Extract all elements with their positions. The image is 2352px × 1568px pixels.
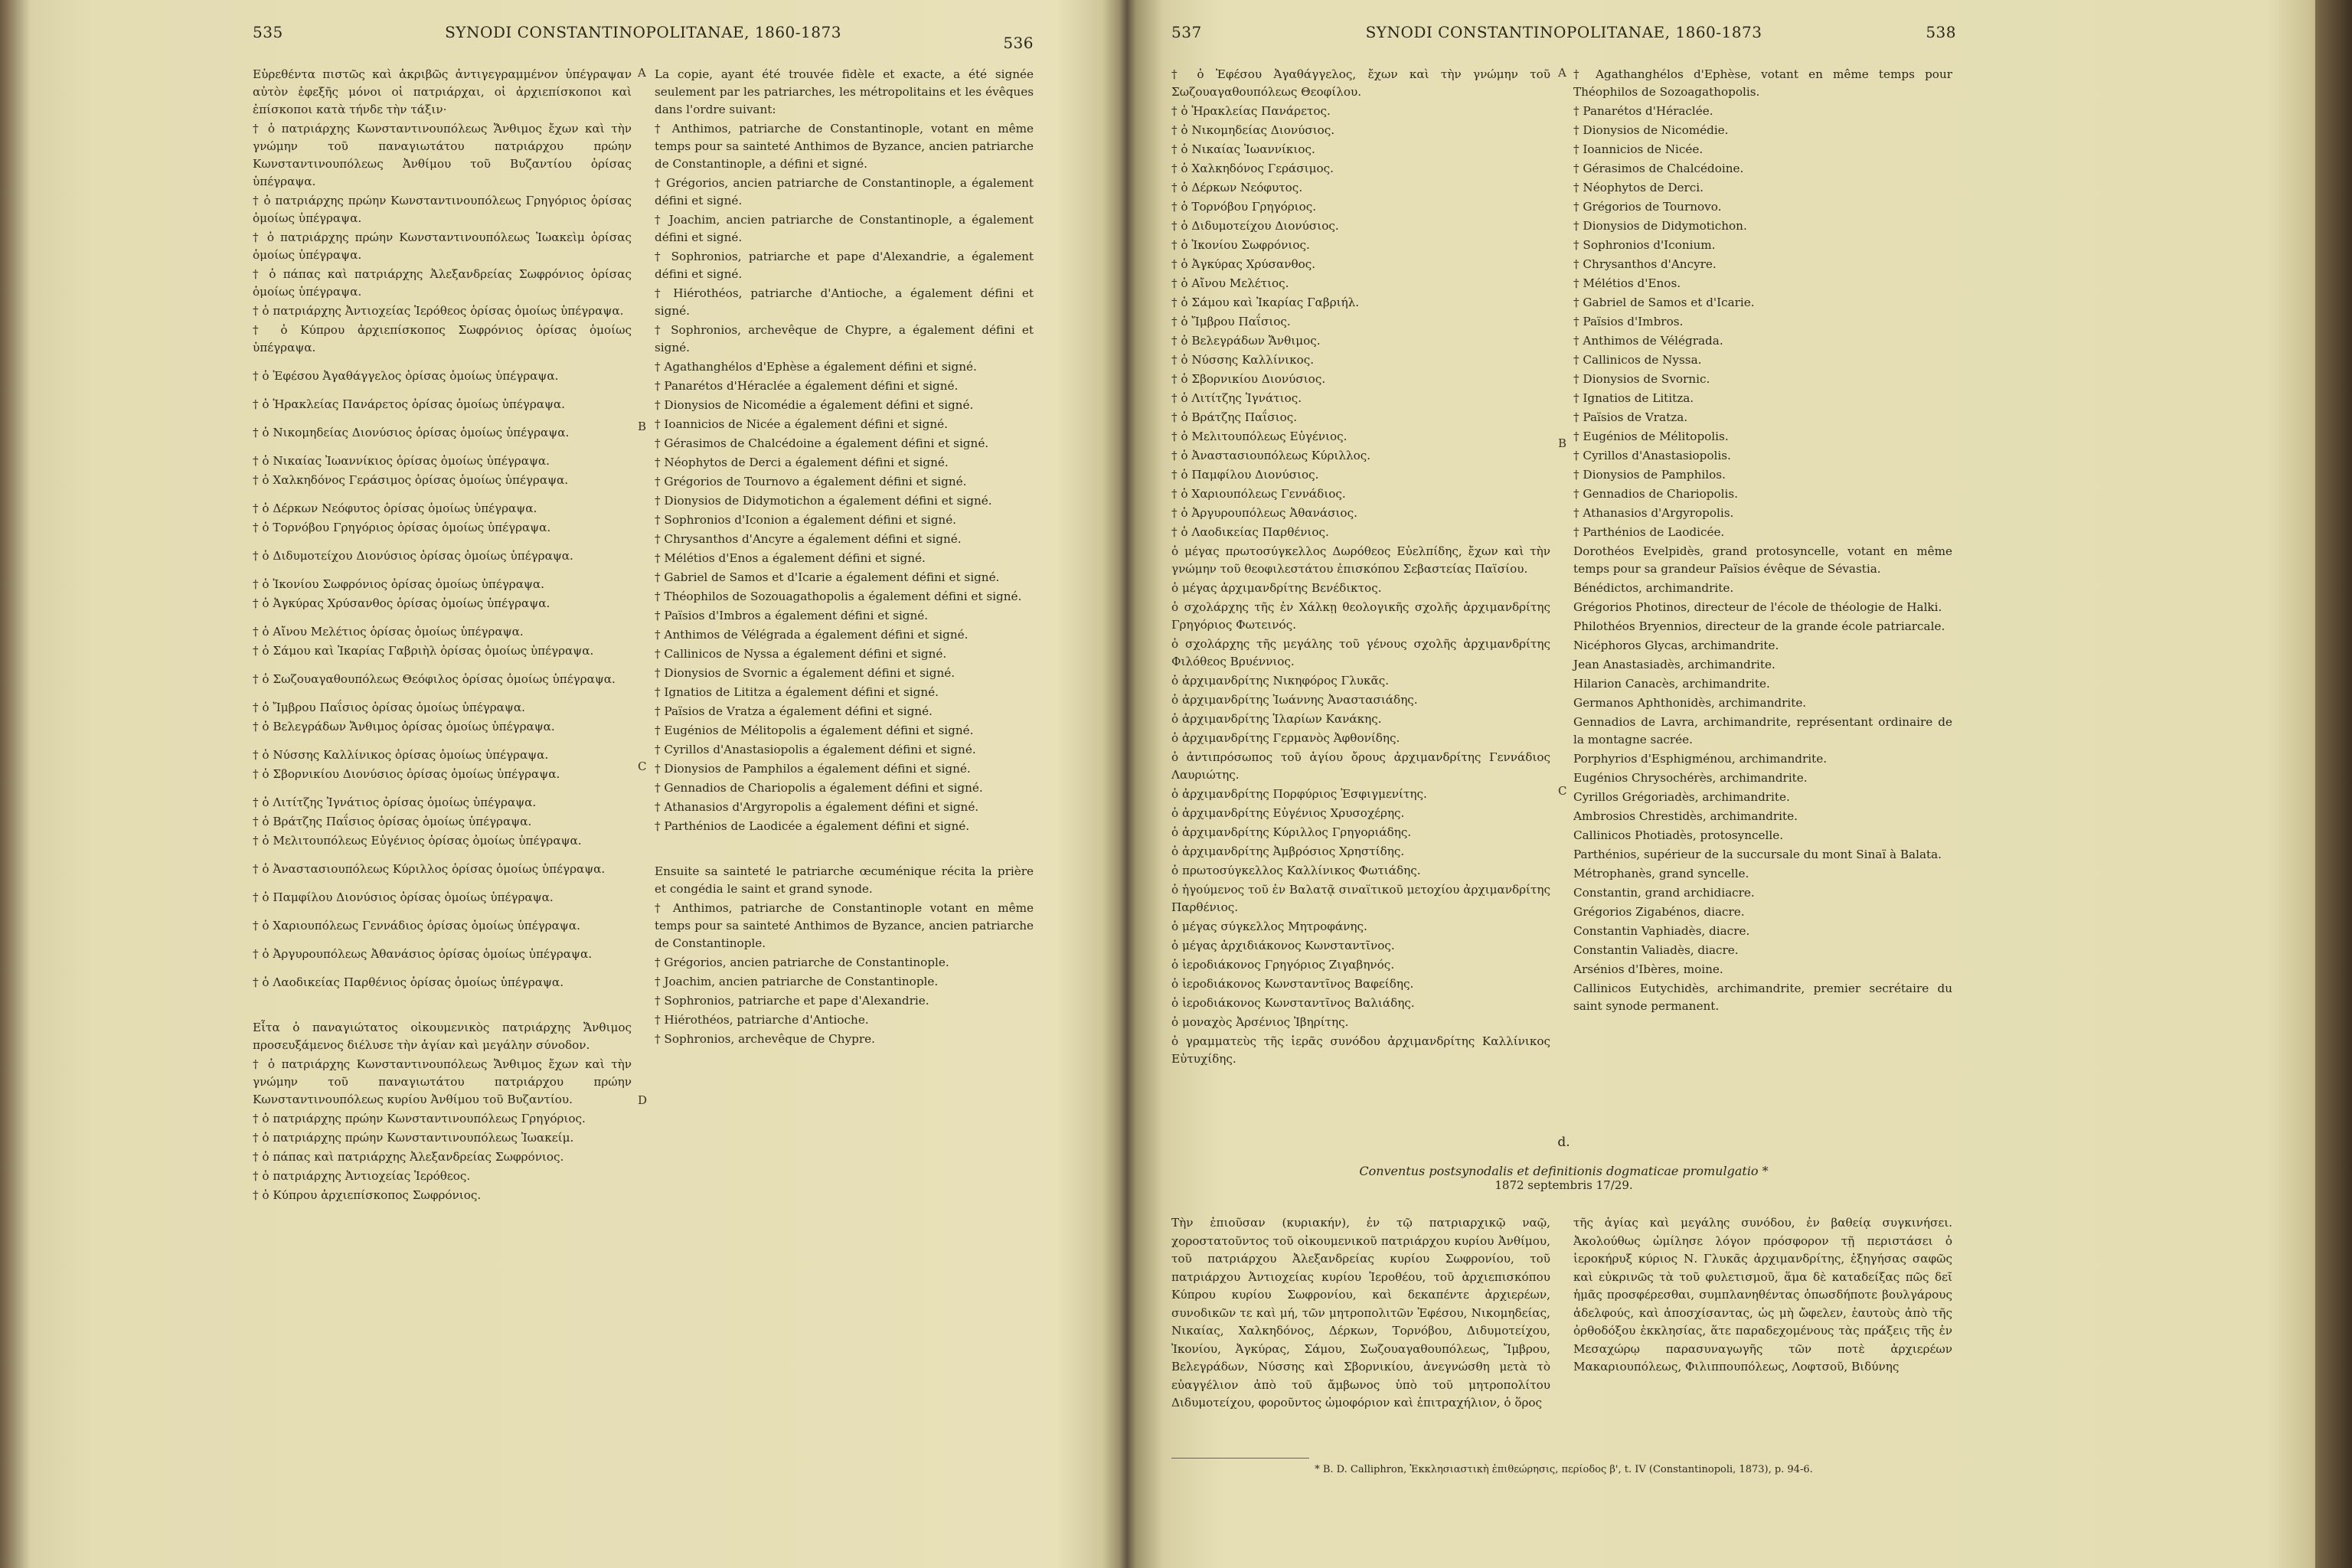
section-title: Conventus postsynodalis et definitionis dogmaticae promulgatio *: [1359, 1164, 1769, 1178]
paragraph: † Néophytos de Derci a également défini et signé.: [655, 456, 949, 469]
paragraph: † Anthimos de Vélégrada a également défini et signé.: [655, 628, 969, 642]
paragraph: † Sophronios d'Iconion a également défini et signé.: [655, 513, 957, 527]
paragraph: † ὁ Τορνόβου Γρηγόριος ὁρίσας ὁμοίως ὑπέγραψα.: [253, 521, 551, 534]
greek-column: [1171, 66, 1550, 1070]
paragraph: † ὁ Ἐφέσου Ἀγαθάγγελος ὁρίσας ὁμοίως ὑπέγραψα.: [253, 369, 559, 383]
paragraph: † Néophytos de Derci.: [1573, 181, 1704, 194]
paragraph: † ὁ Βράτζης Παΐσιος ὁρίσας ὁμοίως ὑπέγραψα.: [253, 815, 532, 828]
paragraph: † Hiérothéos, patriarche d'Antioche, a également défini et signé.: [655, 286, 1034, 318]
paragraph: τῆς ἁγίας καὶ μεγάλης συνόδου, ἐν βαθείᾳ συγκινήσει. Ἀκολούθως ὡμίλησε λόγον πρόσφορον τῇ περιστάσει ὁ ἱεροκήρυξ κύριος Ν. Γλυκᾶς ἀρχιμανδρίτης, ἐξηγήσας σαφῶς καὶ εὐκρινῶς τὰ τοῦ φυλετισμοῦ, ἅμα δὲ καταδείξας πῶς δεῖ ἡμᾶς προσφέρεσθαι, συμπλανηθέντας ὁπωσδήποτε βουλγάρους ἀδελφούς, καὶ ἀποσχίσαντας, ὡς μὴ ὤφελεν, ἑαυτοὺς ἀπὸ τῆς ὀρθοδόξου ἐκκλησίας, ἅτε παραδεχομένους τὰς πράξεις τῆς ἐν Μεσαχώρῳ παρασυναγωγῆς τῶν ποτὲ ἀρχιερέων Μακαριουπόλεως, Φιλιππουπόλεως, Λοφτσοῦ, Βιδύνης: [1573, 1216, 1952, 1374]
paragraph: † ὁ Ἀναστασιουπόλεως Κύριλλος ὁρίσας ὁμοίως ὑπέγραψα.: [253, 862, 606, 876]
paragraph: Philothéos Bryennios, directeur de la grande école patriarcale.: [1573, 619, 1945, 633]
left-page-header: [253, 23, 1034, 57]
paragraph: Parthénios, supérieur de la succursale du mont Sinaï à Balata.: [1573, 848, 1942, 861]
margin-marker: C: [638, 760, 647, 773]
right-columns: [1171, 66, 1956, 1536]
paragraph: † Païsios d'Imbros.: [1573, 315, 1684, 328]
paragraph: † Panarétos d'Héraclée.: [1573, 104, 1713, 118]
paragraph: † Sophronios, patriarche et pape d'Alexandrie, a également défini et signé.: [655, 250, 1034, 281]
book-edge: [2315, 0, 2352, 1568]
paragraph: † ὁ Σωζουαγαθουπόλεως Θεόφιλος ὁρίσας ὁμοίως ὑπέγραψα.: [253, 672, 616, 686]
paragraph: Cyrillos Grégoriadès, archimandrite.: [1573, 790, 1790, 804]
right-page: [1171, 23, 1956, 1475]
paragraph: † Dionysios de Svornic a également défini et signé.: [655, 666, 956, 680]
paragraph: ὁ ἀρχιμανδρίτης Ἱλαρίων Κανάκης.: [1171, 712, 1382, 726]
paragraph: † ὁ Διδυμοτείχου Διονύσιος.: [1171, 219, 1339, 233]
paragraph: † Gérasimos de Chalcédoine.: [1573, 162, 1744, 175]
margin-marker: B: [1558, 436, 1567, 450]
margin-marker: B: [638, 420, 647, 433]
paragraph: ὁ σχολάρχης τῆς μεγάλης τοῦ γένους σχολῆς ἀρχιμανδρίτης Φιλόθεος Βρυέννιος.: [1171, 637, 1550, 668]
paragraph: † ὁ πατριάρχης πρώην Κωνσταντινουπόλεως Ἰωακείμ.: [253, 1131, 574, 1145]
paragraph: † Chrysanthos d'Ancyre a également défini et signé.: [655, 532, 962, 546]
paragraph: † Grégorios de Tournovo a également défini et signé.: [655, 475, 967, 488]
paragraph: † ὁ Ἀργυρουπόλεως Ἀθανάσιος ὁρίσας ὁμοίως ὑπέγραψα.: [253, 947, 593, 961]
paragraph: † Anthimos, patriarche de Constantinople, votant en même temps pour sa sainteté Anthimos de Byzance, ancien patriarche de Constantinople, a défini et signé.: [655, 122, 1034, 171]
paragraph: † Dionysios de Didymotichon a également défini et signé.: [655, 494, 992, 508]
paragraph: ὁ μέγας πρωτοσύγκελλος Δωρόθεος Εὐελπίδης, ἔχων καὶ τὴν γνώμην τοῦ θεοφιλεστάτου ἐπισκόπου Σεβαστείας Παϊσίου.: [1171, 544, 1550, 576]
paragraph: † Callinicos de Nyssa.: [1573, 353, 1702, 367]
paragraph: † Agathanghélos d'Ephèse a également défini et signé.: [655, 360, 977, 374]
paragraph: † Agathanghélos d'Ephèse, votant en même temps pour Théophilos de Sozoagathopolis.: [1573, 67, 1952, 99]
paragraph: † ὁ Τορνόβου Γρηγόριος.: [1171, 200, 1317, 214]
paragraph: † ὁ Λιτίτζης Ἰγνάτιος.: [1171, 391, 1302, 405]
paragraph: † Gérasimos de Chalcédoine a également défini et signé.: [655, 436, 989, 450]
paragraph: † Panarétos d'Héraclée a également défini et signé.: [655, 379, 959, 393]
paragraph: † ὁ Αἴνου Μελέτιος.: [1171, 276, 1289, 290]
greek-column: [253, 66, 632, 1206]
paragraph: † ὁ Ἐφέσου Ἀγαθάγγελος, ἔχων καὶ τὴν γνώμην τοῦ Σωζουαγαθουπόλεως Θεοφίλου.: [1171, 67, 1550, 99]
paragraph: † ὁ Ἴμβρου Παΐσιος ὁρίσας ὁμοίως ὑπέγραψα.: [253, 701, 525, 714]
paragraph: † Hiérothéos, patriarche d'Antioche.: [655, 1013, 869, 1027]
page-number: 538: [1926, 23, 1956, 41]
paragraph: † ὁ Μελιτουπόλεως Εὐγένιος.: [1171, 430, 1348, 443]
paragraph: † Grégorios de Tournovo.: [1573, 200, 1722, 214]
paragraph: Constantin, grand archidiacre.: [1573, 886, 1755, 900]
paragraph: † Grégorios, ancien patriarche de Constantinople.: [655, 956, 949, 969]
left-columns: [253, 66, 1034, 1536]
paragraph: † ὁ Ἰκονίου Σωφρόνιος.: [1171, 238, 1310, 252]
paragraph: † Cyrillos d'Anastasiopolis a également défini et signé.: [655, 743, 976, 756]
paragraph: ὁ ἀρχιμανδρίτης Ἀμβρόσιος Χρηστίδης.: [1171, 844, 1405, 858]
paragraph: ὁ ἱεροδιάκονος Κωνσταντῖνος Βαφείδης.: [1171, 977, 1414, 991]
paragraph: † Eugénios de Mélitopolis a également défini et signé.: [655, 724, 974, 737]
margin-marker: C: [1558, 784, 1567, 798]
paragraph: † ὁ Λαοδικείας Παρθένιος.: [1171, 525, 1329, 539]
paragraph: † Ignatios de Lititza a également défini et signé.: [655, 685, 939, 699]
paragraph: † ὁ Κύπρου ἀρχιεπίσκοπος Σωφρόνιος.: [253, 1188, 482, 1202]
paragraph: La copie, ayant été trouvée fidèle et exacte, a été signée seulement par les patriarches, les métropolitains et les évêques dans l'ordre suivant:: [655, 67, 1034, 116]
right-page-header: [1171, 23, 1956, 57]
paragraph: ὁ ἀρχιμανδρίτης Γερμανὸς Ἀφθονίδης.: [1171, 731, 1400, 745]
paragraph: ὁ ἱεροδιάκονος Γρηγόριος Ζιγαβηνός.: [1171, 958, 1395, 972]
paragraph: Ensuite sa sainteté le patriarche œcuménique récita la prière et congédia le saint et grand synode.: [655, 864, 1034, 896]
paragraph: ὁ μέγας ἀρχιμανδρίτης Βενέδικτος.: [1171, 581, 1382, 595]
paragraph: Eugénios Chrysochérès, archimandrite.: [1573, 771, 1808, 785]
paragraph: † ὁ Χαριουπόλεως Γεννάδιος ὁρίσας ὁμοίως ὑπέγραψα.: [253, 919, 580, 933]
paragraph: † Sophronios, archevêque de Chypre, a également défini et signé.: [655, 323, 1034, 354]
paragraph: † ὁ Νικομηδείας Διονύσιος ὁρίσας ὁμοίως ὑπέγραψα.: [253, 426, 570, 439]
section-heading: [1171, 1135, 1956, 1192]
paragraph: † Anthimos, patriarche de Constantinople votant en même temps pour sa sainteté Anthimos de Byzance, ancien patriarche de Constantinople.: [655, 901, 1034, 950]
paragraph: Grégorios Zigabénos, diacre.: [1573, 905, 1745, 919]
paragraph: † Gabriel de Samos et d'Icarie.: [1573, 296, 1755, 309]
paragraph: † Dionysios de Didymotichon.: [1573, 219, 1747, 233]
page-number: 536: [1003, 34, 1034, 52]
section-date: 1872 septembris 17/29.: [1494, 1178, 1633, 1192]
paragraph: Εὑρεθέντα πιστῶς καὶ ἀκριβῶς ἀντιγεγραμμένον ὑπέγραψαν αὐτὸν ἐφεξῆς μόνοι οἱ πατριάρχαι, οἱ ἀρχιεπίσκοποι καὶ ἐπίσκοποι κατὰ τήνδε τὴν τάξιν·: [253, 67, 632, 116]
paragraph: † ὁ Λιτίτζης Ἰγνάτιος ὁρίσας ὁμοίως ὑπέγραψα.: [253, 795, 537, 809]
page-number: 537: [1171, 23, 1202, 41]
paragraph: † Dionysios de Pamphilos.: [1573, 468, 1726, 482]
paragraph: ὁ σχολάρχης τῆς ἐν Χάλκῃ θεολογικῆς σχολῆς ἀρχιμανδρίτης Γρηγόριος Φωτεινός.: [1171, 600, 1550, 632]
paragraph: † ὁ Νύσσης Καλλίνικος ὁρίσας ὁμοίως ὑπέγραψα.: [253, 748, 549, 762]
paragraph: ὁ ἀρχιμανδρίτης Εὐγένιος Χρυσοχέρης.: [1171, 806, 1405, 820]
paragraph: Constantin Vaphiadès, diacre.: [1573, 924, 1750, 938]
paragraph: Hilarion Canacès, archimandrite.: [1573, 677, 1770, 691]
greek-paragraph-left: [1171, 1214, 1550, 1414]
paragraph: † ὁ Κύπρου ἀρχιεπίσκοπος Σωφρόνιος ὁρίσας ὁμοίως ὑπέγραψα.: [253, 323, 632, 354]
footnote-rule: [1171, 1458, 1309, 1459]
paragraph: † ὁ Χαλκηδόνος Γεράσιμος ὁρίσας ὁμοίως ὑπέγραψα.: [253, 473, 569, 487]
paragraph: Dorothéos Evelpidès, grand protosyncelle, votant en même temps pour sa grandeur Païsios évêque de Sévastia.: [1573, 544, 1952, 576]
paragraph: † ὁ Δέρκων Νεόφυτος ὁρίσας ὁμοίως ὑπέγραψα.: [253, 501, 537, 515]
running-title: SYNODI CONSTANTINOPOLITANAE, 1860-1873: [1365, 23, 1762, 41]
paragraph: † Anthimos de Vélégrada.: [1573, 334, 1723, 348]
paragraph: † ὁ Διδυμοτείχου Διονύσιος ὁρίσας ὁμοίως ὑπέγραψα.: [253, 549, 573, 563]
paragraph: † Gabriel de Samos et d'Icarie a également défini et signé.: [655, 570, 1000, 584]
paragraph: ὁ μέγας ἀρχιδιάκονος Κωνσταντῖνος.: [1171, 939, 1395, 952]
paragraph: † ὁ Χαριουπόλεως Γεννάδιος.: [1171, 487, 1346, 501]
paragraph: † Dionysios de Nicomédie.: [1573, 123, 1729, 137]
paragraph: † ὁ Ἰκονίου Σωφρόνιος ὁρίσας ὁμοίως ὑπέγραψα.: [253, 577, 544, 591]
paragraph: † Sophronios, patriarche et pape d'Alexandrie.: [655, 994, 929, 1008]
paragraph: ὁ ἀρχιμανδρίτης Νικηφόρος Γλυκᾶς.: [1171, 674, 1390, 688]
paragraph: † ὁ Νικαίας Ἰωαννίκιος ὁρίσας ὁμοίως ὑπέγραψα.: [253, 454, 550, 468]
paragraph: † ὁ Βελεγράδων Ἄνθιμος.: [1171, 334, 1321, 348]
paragraph: † Théophilos de Sozouagathopolis a également défini et signé.: [655, 590, 1022, 603]
left-page: [253, 23, 1034, 1202]
paragraph: † Païsios d'Imbros a également défini et signé.: [655, 609, 929, 622]
paragraph: Bénédictos, archimandrite.: [1573, 581, 1734, 595]
greek-paragraph-right: [1573, 1214, 1952, 1378]
paragraph: † Chrysanthos d'Ancyre.: [1573, 257, 1717, 271]
paragraph: † ὁ Σβορνικίου Διονύσιος.: [1171, 372, 1326, 386]
paragraph: † ὁ Σάμου καὶ Ἰκαρίας Γαβριήλ.: [1171, 296, 1360, 309]
section-letter: d.: [1557, 1135, 1570, 1150]
paragraph: Arsénios d'Ibères, moine.: [1573, 962, 1723, 976]
paragraph: † ὁ Ἀργυρουπόλεως Ἀθανάσιος.: [1171, 506, 1357, 520]
paragraph: ὁ γραμματεὺς τῆς ἱερᾶς συνόδου ἀρχιμανδρίτης Καλλίνικος Εὐτυχίδης.: [1171, 1034, 1550, 1066]
paragraph: † Ioannicios de Nicée.: [1573, 142, 1704, 156]
paragraph: † ὁ Ἡρακλείας Πανάρετος.: [1171, 104, 1331, 118]
running-title: SYNODI CONSTANTINOPOLITANAE, 1860-1873: [445, 23, 841, 41]
paragraph: † ὁ Βελεγράδων Ἄνθιμος ὁρίσας ὁμοίως ὑπέγραψα.: [253, 720, 555, 733]
paragraph: † ὁ Χαλκηδόνος Γεράσιμος.: [1171, 162, 1334, 175]
paragraph: † ὁ Παμφίλου Διονύσιος ὁρίσας ὁμοίως ὑπέγραψα.: [253, 890, 554, 904]
paragraph: † ὁ Αἴνου Μελέτιος ὁρίσας ὁμοίως ὑπέγραψα.: [253, 625, 524, 639]
paragraph: † Eugénios de Mélitopolis.: [1573, 430, 1729, 443]
paragraph: Callinicos Photiadès, protosyncelle.: [1573, 828, 1784, 842]
paragraph: ὁ μέγας σύγκελλος Μητροφάνης.: [1171, 920, 1367, 933]
paragraph: † Cyrillos d'Anastasiopolis.: [1573, 449, 1731, 462]
paragraph: † ὁ Ἀγκύρας Χρύσανθος.: [1171, 257, 1316, 271]
paragraph: † ὁ πατριάρχης Κωνσταντινουπόλεως Ἄνθιμος ἔχων καὶ τὴν γνώμην τοῦ παναγιωτάτου πατριάρχου πρώην Κωνσταντινουπόλεως κυρίου Ἀνθίμου τοῦ Βυζαντίου.: [253, 1057, 632, 1106]
paragraph: ὁ ἀντιπρόσωπος τοῦ ἁγίου ὄρους ἀρχιμανδρίτης Γεννάδιος Λαυριώτης.: [1171, 750, 1550, 782]
paragraph: † Parthénios de Laodicée.: [1573, 525, 1725, 539]
paragraph: † ὁ πάπας καὶ πατριάρχης Ἀλεξανδρείας Σωφρόνιος.: [253, 1150, 564, 1164]
paragraph: † ὁ Παμφίλου Διονύσιος.: [1171, 468, 1319, 482]
paragraph: Jean Anastasiadès, archimandrite.: [1573, 658, 1775, 671]
paragraph: † Athanasios d'Argyropolis.: [1573, 506, 1734, 520]
paragraph: † Dionysios de Svornic.: [1573, 372, 1710, 386]
paragraph: † Païsios de Vratza.: [1573, 410, 1688, 424]
paragraph: Porphyrios d'Esphigménou, archimandrite.: [1573, 752, 1828, 766]
margin-marker: D: [638, 1093, 648, 1107]
paragraph: † ὁ πατριάρχης πρώην Κωνσταντινουπόλεως Ἰωακεὶμ ὁρίσας ὁμοίως ὑπέγραψα.: [253, 230, 632, 262]
paragraph: † ὁ πατριάρχης Κωνσταντινουπόλεως Ἄνθιμος ἔχων καὶ τὴν γνώμην τοῦ παναγιωτάτου πατριάρχου πρώην Κωνσταντινουπόλεως Ἀνθίμου τοῦ Βυζαντίου ὁρίσας ὑπέγραψα.: [253, 122, 632, 188]
paragraph: † Sophronios d'Iconium.: [1573, 238, 1716, 252]
french-column: [655, 66, 1034, 1050]
paragraph: † ὁ Σάμου καὶ Ἰκαρίας Γαβριὴλ ὁρίσας ὁμοίως ὑπέγραψα.: [253, 644, 594, 658]
paragraph: † Gennadios de Chariopolis.: [1573, 487, 1738, 501]
paragraph: ὁ ἱεροδιάκονος Κωνσταντῖνος Βαλιάδης.: [1171, 996, 1415, 1010]
paragraph: ὁ πρωτοσύγκελλος Καλλίνικος Φωτιάδης.: [1171, 864, 1421, 877]
paragraph: † Païsios de Vratza a également défini et signé.: [655, 704, 933, 718]
paragraph: ὁ ἀρχιμανδρίτης Κύριλλος Γρηγοριάδης.: [1171, 825, 1412, 839]
paragraph: † ὁ πατριάρχης Ἀντιοχείας Ἱερόθεος ὁρίσας ὁμοίως ὑπέγραψα.: [253, 304, 624, 318]
margin-marker: A: [638, 66, 646, 80]
paragraph: Εἶτα ὁ παναγιώτατος οἰκουμενικὸς πατριάρχης Ἄνθιμος προσευξάμενος διέλυσε τὴν ἁγίαν καὶ μεγάλην σύνοδον.: [253, 1021, 632, 1052]
paragraph: † ὁ Ἴμβρου Παΐσιος.: [1171, 315, 1291, 328]
paragraph: † ὁ Δέρκων Νεόφυτος.: [1171, 181, 1303, 194]
paragraph: † Grégorios, ancien patriarche de Constantinople, a également défini et signé.: [655, 176, 1034, 207]
paragraph: Ambrosios Chrestidès, archimandrite.: [1573, 809, 1798, 823]
paragraph: † Athanasios d'Argyropolis a également défini et signé.: [655, 800, 979, 814]
paragraph: † Parthénios de Laodicée a également défini et signé.: [655, 819, 970, 833]
paragraph: † ὁ πάπας καὶ πατριάρχης Ἀλεξανδρείας Σωφρόνιος ὁρίσας ὁμοίως ὑπέγραψα.: [253, 267, 632, 299]
paragraph: Τὴν ἐπιοῦσαν (κυριακήν), ἐν τῷ πατριαρχικῷ ναῷ, χοροστατοῦντος τοῦ οἰκουμενικοῦ πατριάρχου κυρίου Ἀνθίμου, τοῦ πατριάρχου Ἀλεξανδρείας κυρίου Σωφρονίου, τοῦ πατριάρχου Ἀντιοχείας κυρίου Ἱεροθέου, τοῦ ἀρχιεπισκόπου Κύπρου κυρίου Σωφρονίου, καὶ δεκαπέντε ἀρχιερέων, συνοδικῶν τε καὶ μή, τῶν μητροπολιτῶν Ἐφέσου, Νικομηδείας, Νικαίας, Χαλκηδόνος, Δέρκων, Τορνόβου, Διδυμοτείχου, Ἰκονίου, Ἀγκύρας, Σάμου, Σωζουαγαθουπόλεως, Ἴμβρου, Βελεγράδων, Νύσσης καὶ Σβορνικίου, ἀνεγνώσθη μετὰ τὸ εὐαγγέλιον ἀπὸ τοῦ ἄμβωνος ὑπὸ τοῦ μητροπολίτου Διδυμοτείχου, φοροῦντος ὠμοφόριον καὶ ἐπιτραχήλιον, ὁ ὅρος: [1171, 1216, 1550, 1410]
paragraph: † ὁ Λαοδικείας Παρθένιος ὁρίσας ὁμοίως ὑπέγραψα.: [253, 975, 564, 989]
paragraph: † ὁ πατριάρχης πρώην Κωνσταντινουπόλεως Γρηγόριος ὁρίσας ὁμοίως ὑπέγραψα.: [253, 194, 632, 225]
paragraph: Métrophanès, grand syncelle.: [1573, 867, 1749, 880]
paragraph: † ὁ πατριάρχης Ἀντιοχείας Ἱερόθεος.: [253, 1169, 471, 1183]
paragraph: † ὁ Ἀγκύρας Χρύσανθος ὁρίσας ὁμοίως ὑπέγραψα.: [253, 596, 550, 610]
paragraph: † ὁ Νικομηδείας Διονύσιος.: [1171, 123, 1335, 137]
paragraph: † ὁ Σβορνικίου Διονύσιος ὁρίσας ὁμοίως ὑπέγραψα.: [253, 767, 560, 781]
paragraph: † Mélétios d'Enos a également défini et signé.: [655, 551, 926, 565]
paragraph: † ὁ Μελιτουπόλεως Εὐγένιος ὁρίσας ὁμοίως ὑπέγραψα.: [253, 834, 582, 848]
paragraph: † Dionysios de Pamphilos a également défini et signé.: [655, 762, 971, 776]
paragraph: † Callinicos de Nyssa a également défini et signé.: [655, 647, 947, 661]
paragraph: ὁ ἀρχιμανδρίτης Ἰωάννης Ἀναστασιάδης.: [1171, 693, 1418, 707]
paragraph: † ὁ Βράτζης Παΐσιος.: [1171, 410, 1298, 424]
paragraph: ὁ ἀρχιμανδρίτης Πορφύριος Ἐσφιγμενίτης.: [1171, 787, 1427, 801]
paragraph: ὁ ἡγούμενος τοῦ ἐν Βαλατᾷ σιναϊτικοῦ μετοχίου ἀρχιμανδρίτης Παρθένιος.: [1171, 883, 1550, 914]
paragraph: ὁ μοναχὸς Ἀρσένιος Ἰβηρίτης.: [1171, 1015, 1349, 1029]
paragraph: † Ignatios de Lititza.: [1573, 391, 1694, 405]
paragraph: † ὁ Νικαίας Ἰωαννίκιος.: [1171, 142, 1315, 156]
paragraph: Gennadios de Lavra, archimandrite, représentant ordinaire de la montagne sacrée.: [1573, 715, 1952, 746]
paragraph: † ὁ πατριάρχης πρώην Κωνσταντινουπόλεως Γρηγόριος.: [253, 1112, 586, 1125]
french-column: [1573, 66, 1952, 1017]
paragraph: † ὁ Ἡρακλείας Πανάρετος ὁρίσας ὁμοίως ὑπέγραψα.: [253, 397, 565, 411]
paragraph: Callinicos Eutychidès, archimandrite, premier secrétaire du saint synode permanent.: [1573, 982, 1952, 1013]
paragraph: † Joachim, ancien patriarche de Constantinople, a également défini et signé.: [655, 213, 1034, 244]
paragraph: † Mélétios d'Enos.: [1573, 276, 1681, 290]
paragraph: † Sophronios, archevêque de Chypre.: [655, 1032, 875, 1046]
paragraph: † Dionysios de Nicomédie a également défini et signé.: [655, 398, 974, 412]
paragraph: † Gennadios de Chariopolis a également défini et signé.: [655, 781, 983, 795]
paragraph: † ὁ Ἀναστασιουπόλεως Κύριλλος.: [1171, 449, 1371, 462]
footnote: * Β. D. Calliphron, Ἐκκλησιαστικὴ ἐπιθεώρησις, περίοδος β', t. IV (Constantinopoli, 1873), p. 94-6.: [1315, 1464, 1813, 1475]
paragraph: † Ioannicios de Nicée a également défini et signé.: [655, 417, 948, 431]
paragraph: Germanos Aphthonidès, archimandrite.: [1573, 696, 1807, 710]
paragraph: Nicéphoros Glycas, archimandrite.: [1573, 639, 1779, 652]
margin-marker: A: [1558, 66, 1566, 80]
paragraph: † Joachim, ancien patriarche de Constantinople.: [655, 975, 939, 988]
paragraph: Constantin Valiadès, diacre.: [1573, 943, 1739, 957]
paragraph: Grégorios Photinos, directeur de l'école de théologie de Halki.: [1573, 600, 1942, 614]
page-number: 535: [253, 23, 283, 41]
paragraph: † ὁ Νύσσης Καλλίνικος.: [1171, 353, 1315, 367]
